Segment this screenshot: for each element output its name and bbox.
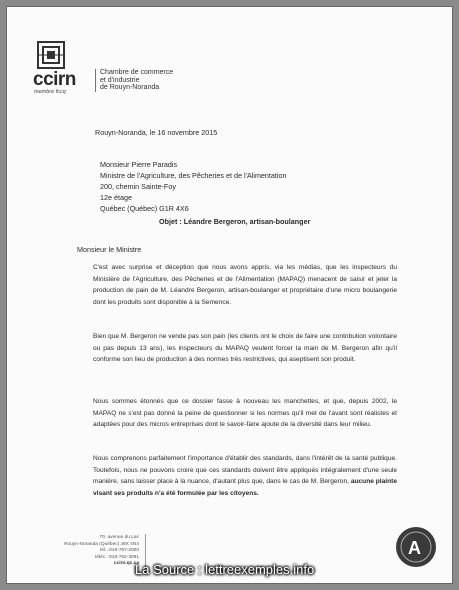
salutation: Monsieur le Ministre (77, 245, 142, 254)
letter-date: Rouyn-Noranda, le 16 novembre 2015 (95, 128, 218, 137)
address-line: Québec (Québec) G1R 4X6 (100, 204, 189, 213)
recipient-address (100, 159, 287, 214)
chamber-line: de Rouyn-Noranda (100, 84, 160, 91)
address-line: 200, chemin Sainte-Foy (100, 182, 176, 191)
footer-line: Rouyn-Noranda (Québec) J9X 4N4 (64, 541, 139, 547)
source-watermark: La Source : lettreexemples.info (135, 562, 315, 577)
chamber-line: Chambre de commerce (100, 69, 174, 76)
ccirn-logo-icon (32, 40, 72, 70)
badge-letter: A (408, 538, 421, 558)
address-line: Ministre de l'Agriculture, des Pêcheries et de l'Alimentation (100, 171, 287, 180)
address-line: Monsieur Pierre Paradis (100, 160, 178, 169)
footer-website: ccirn.qc.ca (113, 561, 139, 566)
letter-object: Objet : Léandre Bergeron, artisan-boulanger (159, 217, 311, 226)
accreditation-badge-icon (394, 525, 438, 569)
address-line: 12e étage (100, 193, 132, 202)
letter-page (6, 6, 453, 584)
logo-subtitle: membre fccq (34, 89, 66, 95)
body-paragraph: Nous sommes étonnés que ce dossier fasse à nouveau les manchettes, et que, depuis 2002, le MAPAQ ne s'est pas donné la peine de questionner si les normes qu'il met de l'avant sont réalistes et adaptées pour des micros entreprises dont le savoir-faire ajoute de la diversité dans leur milieu. (93, 398, 397, 429)
footer-line: 70, avenue du Lac (99, 535, 139, 540)
chamber-name (95, 69, 173, 92)
footer-line: tél.: 819-797-2000 (100, 548, 139, 553)
chamber-line: et d'industrie (100, 76, 140, 84)
logo-text: ccirn (33, 69, 76, 90)
body-paragraph: Bien que M. Bergeron ne vende pas son pain (les clients ont le choix de faire une contribution volontaire ou pas depuis 13 ans), les inspecteurs du MAPAQ veulent forcer la main de M. Bergeron afin qu'il conforme son lieu de production à des normes très restrictives, qui aseptisent son produit. (93, 333, 397, 364)
paragraph-text: Nous comprenons parfaitement l'importance d'établir des standards, dans l'intérêt de la santé publique. Toutefois, nous ne pouvons croire que ces standards doivent être appliqués intégralement d'une seule manière, sans laisser place à la nuance, d'autant plus que, dans le cas de M. Bergeron, (93, 455, 397, 486)
body-paragraph-last (93, 453, 397, 500)
paragraph-bold-text: aucune plainte visant ses produits n'a été formulée par les citoyens. (93, 478, 397, 498)
footer-line: téléc.: 819-762-3091 (94, 554, 139, 560)
footer-address (7, 535, 139, 568)
body-paragraph: C'est avec surprise et déception que nous avons appris, via les médias, que les inspecteurs du Ministère de l'Agriculture, des Pêcheries et de l'Alimentation (MAPAQ) menacent de saisir et jeter la production de pain de M. Léandre Bergeron, artisan-boulanger et propriétaire d'une micro boulangerie dont les produits sont disponible à la Semence. (93, 264, 397, 307)
